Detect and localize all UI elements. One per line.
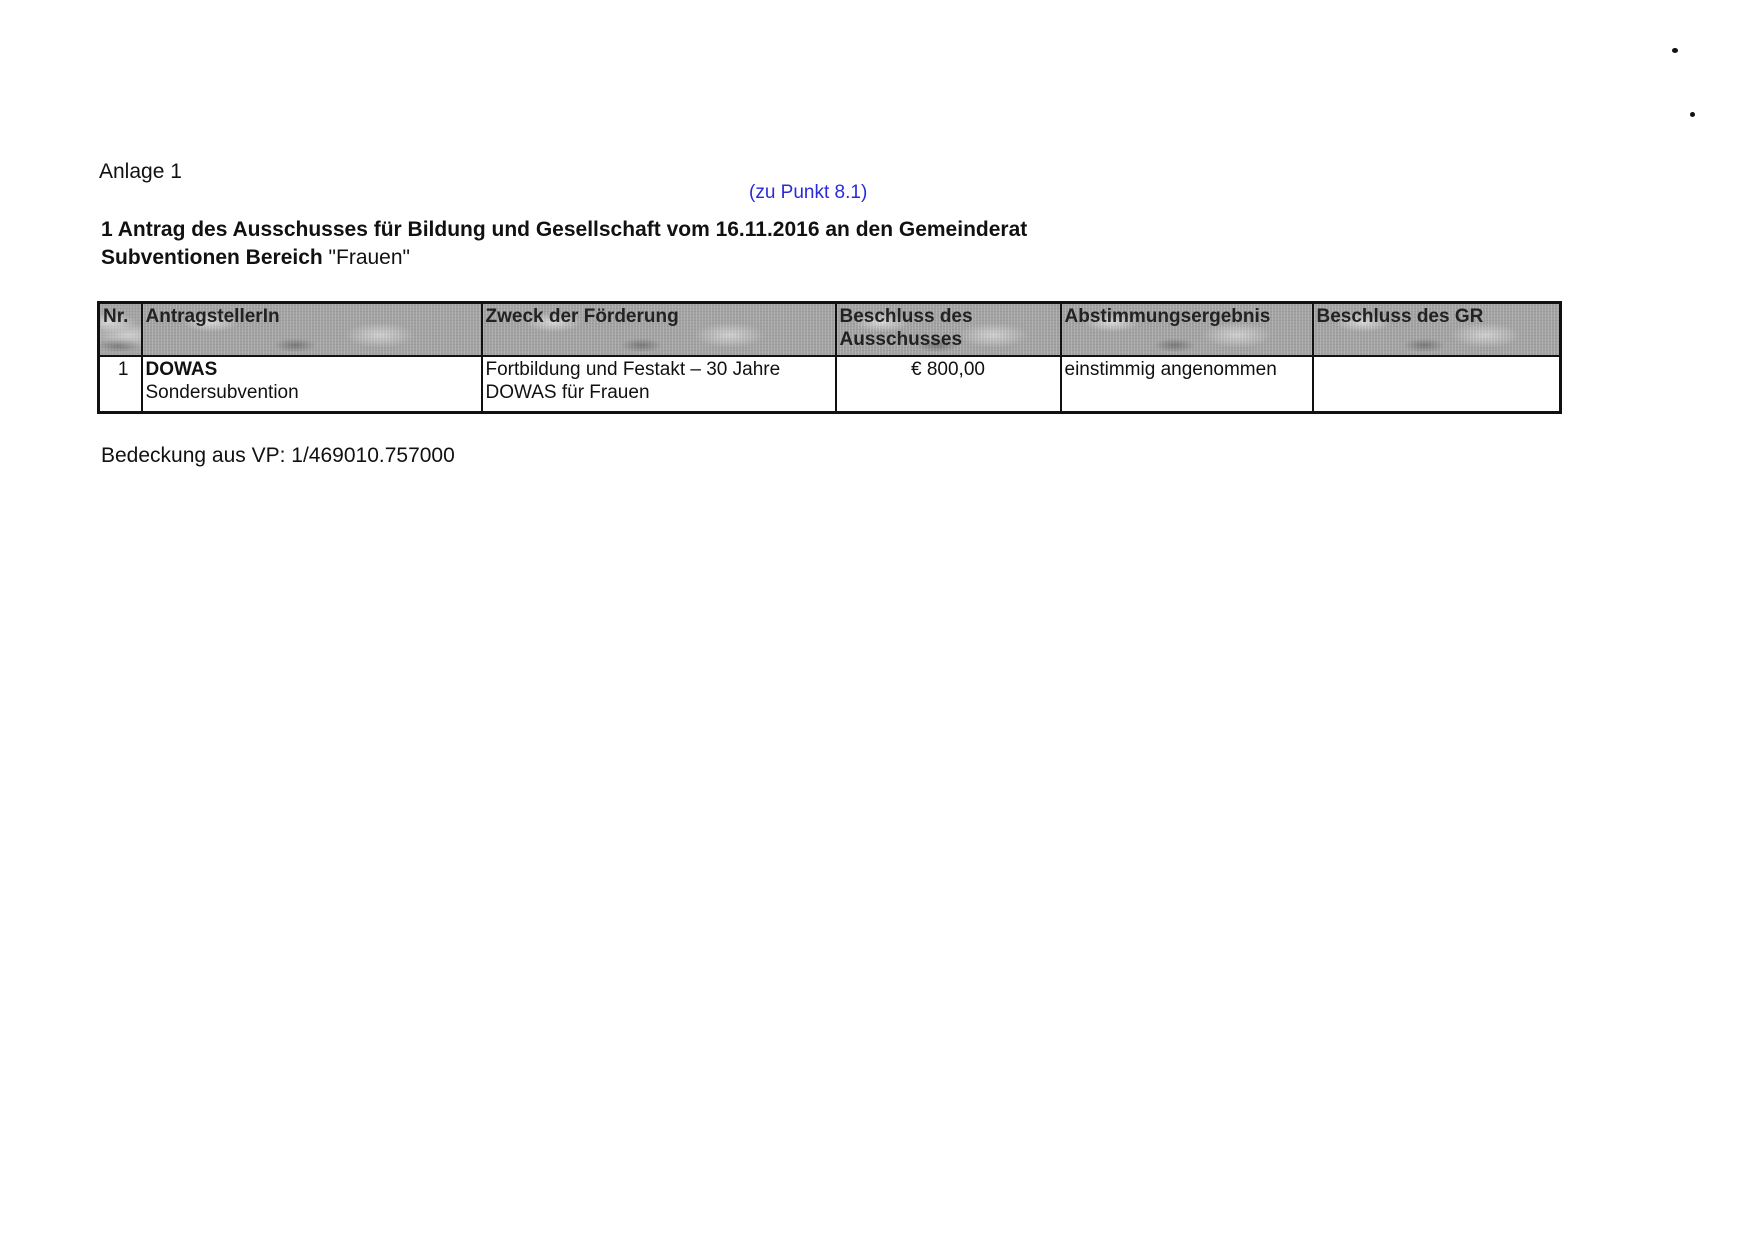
row-vote-result: einstimmig angenommen	[1061, 356, 1313, 413]
row-council-decision	[1313, 356, 1561, 413]
table-header-row	[99, 303, 1561, 357]
column-header-council-decision: Beschluss des GR	[1313, 303, 1561, 357]
scan-speck	[1690, 112, 1695, 117]
document-title: 1 Antrag des Ausschusses für Bildung und Gesellschaft vom 16.11.2016 an den Gemeinderat	[101, 218, 1028, 241]
column-header-nr: Nr.	[99, 303, 142, 357]
table-row	[99, 356, 1561, 413]
column-header-purpose: Zweck der Förderung	[482, 303, 836, 357]
subtitle-rest: "Frauen"	[322, 246, 410, 269]
subsidy-table	[97, 301, 1562, 414]
attachment-label: Anlage 1	[99, 160, 182, 183]
scan-speck	[1672, 48, 1678, 53]
budget-coverage-note: Bedeckung aus VP: 1/469010.757000	[101, 444, 455, 467]
applicant-name: DOWAS	[145, 359, 218, 380]
row-applicant	[142, 356, 482, 413]
column-header-applicant: AntragstellerIn	[142, 303, 482, 357]
row-purpose: Fortbildung und Festakt – 30 Jahre DOWAS für Frauen	[482, 356, 836, 413]
applicant-subsidy-type: Sondersubvention	[145, 382, 299, 403]
row-amount: € 800,00	[836, 356, 1061, 413]
agenda-reference: (zu Punkt 8.1)	[749, 182, 868, 203]
subtitle-bold: Subventionen Bereich	[101, 246, 323, 269]
column-header-committee-decision: Beschluss des Ausschusses	[836, 303, 1061, 357]
row-nr: 1	[99, 356, 142, 413]
document-subtitle	[101, 246, 410, 270]
column-header-vote-result: Abstimmungsergebnis	[1061, 303, 1313, 357]
